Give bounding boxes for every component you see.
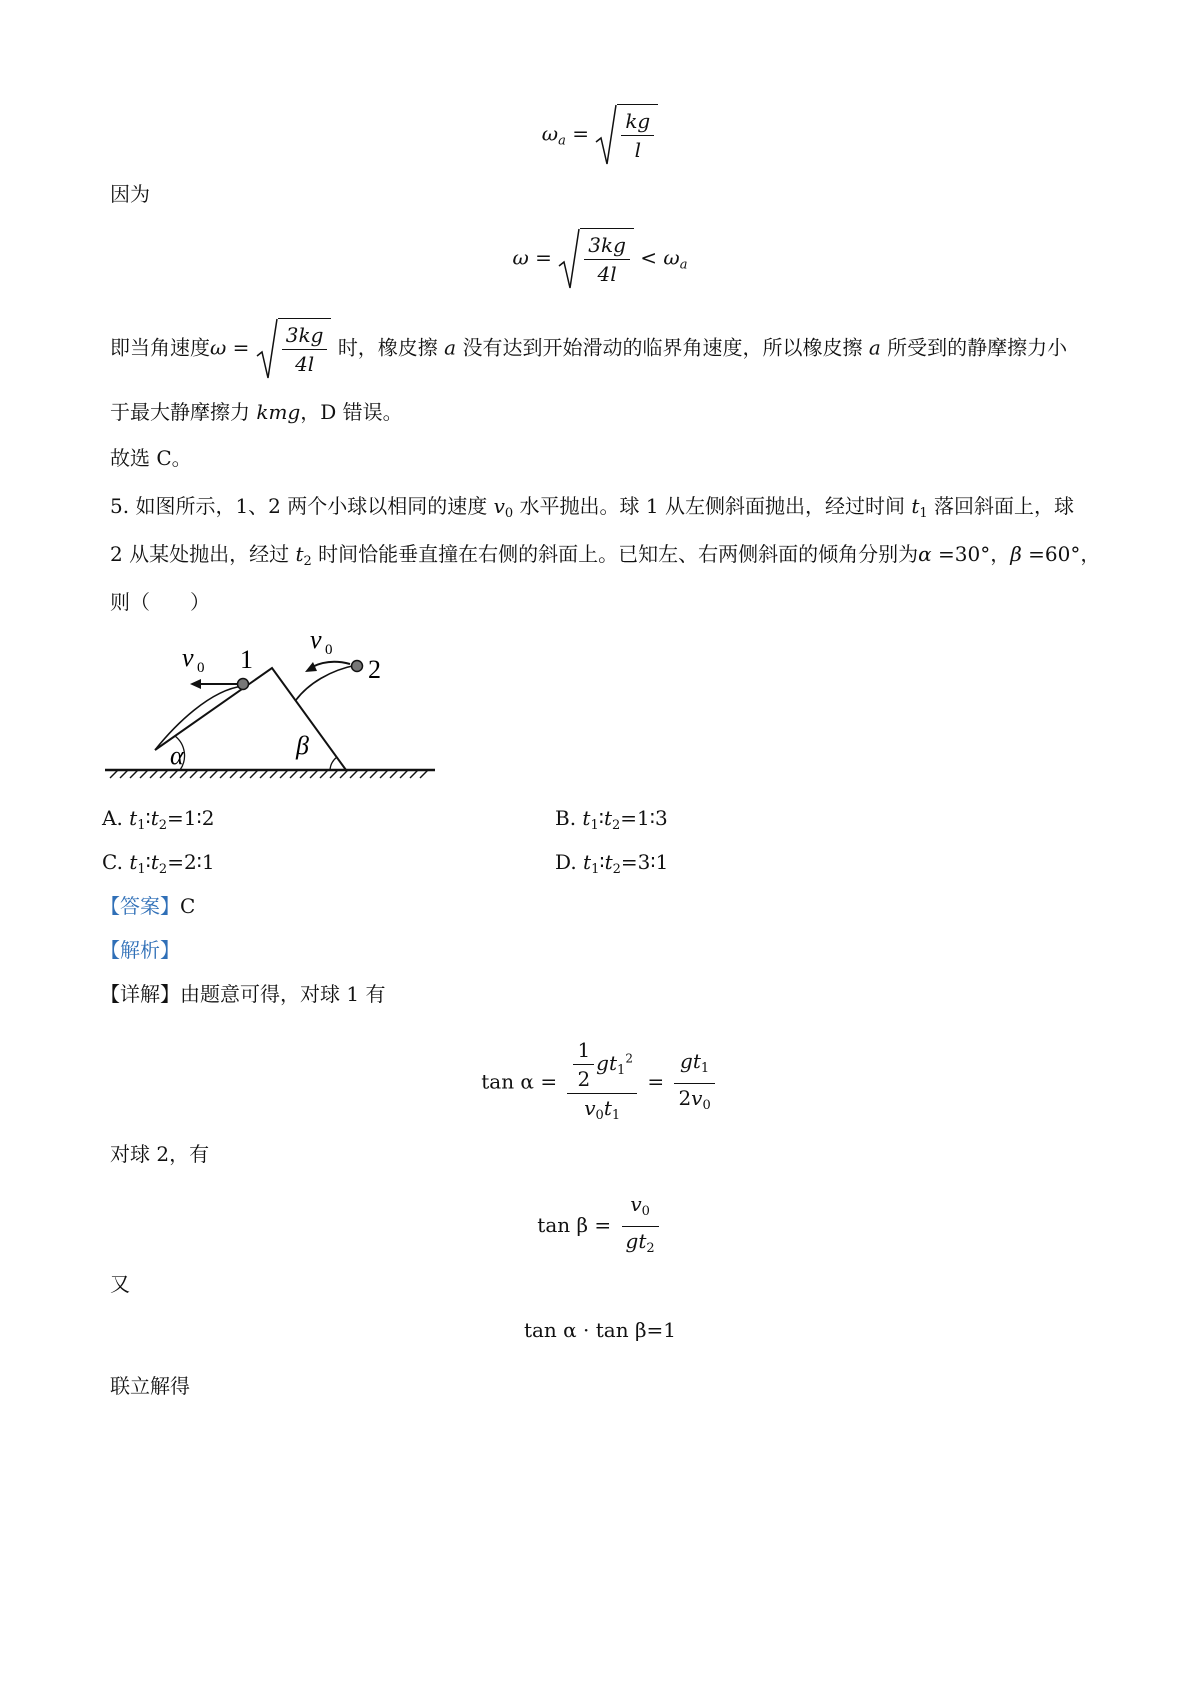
text: 即当角速度	[110, 335, 210, 360]
equals-one: =1	[646, 1318, 677, 1342]
variable-t: t	[295, 542, 304, 566]
question-5-line-3: 则（ ）	[110, 590, 210, 614]
text: 2 从某处抛出，经过	[110, 542, 296, 566]
text: 于最大静摩擦力	[110, 400, 257, 424]
text: 时间恰能垂直撞在右侧的斜面上。已知左、右两侧斜面的倾角分别为	[311, 542, 919, 566]
denominator: $v_0t_1$	[584, 1096, 621, 1123]
v0-left-subscript: 0	[197, 660, 205, 676]
beta-symbol: β	[1010, 542, 1022, 566]
option-c: C. $t_1∶t_2=2∶1$	[102, 850, 215, 877]
analysis-tag: 【解析】	[100, 938, 180, 962]
fraction-numerator: kg	[621, 107, 654, 136]
sqrt	[256, 318, 332, 380]
variable-t: t	[911, 494, 920, 518]
answer-tag: 【答案】	[100, 894, 180, 918]
subscript: 1	[919, 506, 928, 521]
detail-line	[100, 980, 385, 1008]
beta-label: β	[296, 731, 309, 760]
omega-subscript: a	[679, 257, 688, 273]
omega-symbol: ω	[210, 335, 227, 360]
main-fraction	[567, 1036, 637, 1130]
question-5-line-2	[110, 540, 1100, 576]
radical-sign-icon	[256, 318, 278, 380]
option-a: A. $t_1∶t_2=1∶2$	[102, 806, 215, 833]
velocity-arrow-2	[312, 662, 350, 667]
text: 5. 如图所示，1、2 两个小球以相同的速度	[110, 494, 494, 518]
fraction-denominator: 4l	[295, 352, 315, 376]
dot-operator: ·	[576, 1318, 596, 1342]
fraction-denominator: l	[634, 138, 641, 162]
fraction-numerator: 3kg	[282, 321, 328, 350]
equation-omega	[0, 228, 1200, 290]
answer-value: C	[180, 894, 196, 918]
detail-text: 由题意可得，对球 1 有	[180, 982, 386, 1006]
text: 时，橡皮擦	[337, 335, 445, 360]
equals-sign: =	[540, 1069, 558, 1094]
arrow-head-icon	[190, 679, 201, 689]
variable-v: v	[493, 494, 505, 518]
question-5-line-1	[110, 492, 1074, 528]
fraction: $\frac{v_0}{gt_2}$	[622, 1190, 659, 1263]
text: ，D 错误。	[300, 400, 403, 424]
projectile-incline-figure	[100, 620, 440, 790]
text-choose-c: 故选 C。	[110, 446, 192, 470]
text: =60°，	[1021, 542, 1101, 566]
equals-sign: =	[572, 121, 589, 146]
ball-2-trajectory	[296, 665, 357, 700]
tan-beta: tan β	[537, 1213, 589, 1237]
omega-symbol: ω	[512, 245, 529, 270]
arrow-head-icon	[305, 662, 317, 672]
equals-sign: =	[535, 245, 552, 270]
tan-alpha: tan α	[481, 1069, 534, 1094]
fraction-denominator: 4l	[597, 262, 617, 286]
radical-sign-icon	[595, 104, 617, 166]
ball-1-label: 1	[240, 645, 253, 674]
answer-line	[100, 892, 195, 920]
text-ball-2: 对球 2，有	[110, 1142, 210, 1166]
ball-1	[238, 679, 249, 690]
fraction-numerator: 3kg	[584, 231, 630, 260]
text: =30°，	[931, 542, 1011, 566]
omega-symbol: ω	[663, 245, 680, 270]
text-solve: 联立解得	[110, 1374, 190, 1398]
text: 落回斜面上，球	[927, 494, 1075, 518]
text: 没有达到开始滑动的临界角速度，所以橡皮擦	[456, 335, 869, 360]
half-numerator: 1	[573, 1036, 594, 1065]
tan-beta: tan β	[595, 1318, 647, 1342]
less-than-sign: <	[640, 245, 658, 270]
sqrt	[595, 104, 658, 166]
variable-a: a	[444, 335, 457, 360]
variable-kmg: kmg	[256, 400, 301, 424]
omega-subscript: a	[558, 133, 566, 149]
alpha-label: α	[170, 741, 184, 770]
ball-2	[352, 661, 363, 672]
variable-a: a	[868, 335, 881, 360]
option-d: D. $t_1∶t_2=3∶1$	[555, 850, 669, 877]
text: 水平抛出。球 1 从左侧斜面抛出，经过时间	[513, 494, 912, 518]
ball-2-label: 2	[368, 655, 381, 684]
subscript: 2	[303, 554, 312, 569]
v0-left-label: v	[182, 643, 194, 672]
equation-tan-alpha	[0, 1036, 1200, 1130]
text-because: 因为	[110, 182, 150, 206]
text-also: 又	[110, 1272, 130, 1296]
half-denominator: 2	[577, 1067, 591, 1091]
tan-alpha: tan α	[523, 1318, 577, 1342]
equation-product	[0, 1318, 1200, 1342]
text: 所受到的静摩擦力小	[880, 335, 1068, 360]
equals-sign: =	[647, 1069, 665, 1094]
sqrt	[558, 228, 634, 290]
option-b: B. $t_1∶t_2=1∶3$	[555, 806, 668, 833]
radical-sign-icon	[558, 228, 580, 290]
subscript: 0	[504, 506, 514, 521]
equation-omega-a	[0, 104, 1200, 166]
omega-symbol: ω	[541, 121, 559, 146]
equation-tan-beta	[0, 1190, 1200, 1263]
numerator: $\frac{1}{2}$ $gt_1^2$	[567, 1036, 637, 1094]
analysis-line	[100, 936, 180, 964]
paragraph-line-2	[110, 398, 403, 426]
equals-sign: =	[594, 1213, 612, 1237]
v0-right-subscript: 0	[325, 642, 333, 658]
equals-sign: =	[232, 335, 250, 360]
detail-tag: 【详解】	[100, 982, 180, 1006]
alpha-symbol: α	[918, 542, 932, 566]
beta-arc	[330, 757, 337, 770]
paragraph-line-1	[110, 318, 1067, 380]
right-fraction: $\frac{gt_1}{2v_0}$	[674, 1047, 714, 1120]
v0-right-label: v	[310, 625, 322, 654]
